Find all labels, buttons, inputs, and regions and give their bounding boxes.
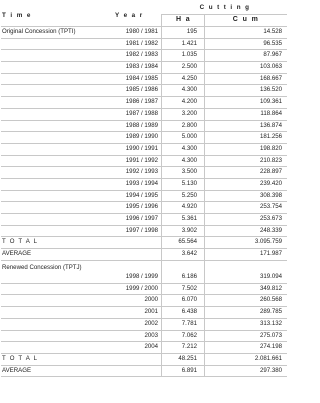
ha-cell: 3.500 — [181, 168, 197, 176]
table-row — [1, 50, 287, 62]
cum-cell: 210.823 — [259, 156, 282, 164]
cum-cell: 103.063 — [259, 63, 282, 71]
cutting-table — [1, 2, 287, 377]
total-label: T O T A L — [2, 354, 39, 362]
cum-cell: 308.398 — [259, 191, 282, 199]
ha-cell: 3.200 — [181, 109, 197, 117]
table-header-row-2 — [1, 14, 287, 27]
concession-label: Original Concession (TPTI) — [2, 28, 76, 35]
cum-cell: 349.812 — [259, 284, 282, 292]
section-renewed-concession — [1, 261, 287, 378]
cum-cell: 136.520 — [259, 86, 282, 94]
ha-cell: 5.250 — [181, 191, 197, 199]
ha-cell: 5.000 — [181, 133, 197, 141]
ha-cell: 4.300 — [181, 86, 197, 94]
ha-cell: 3.902 — [181, 226, 197, 234]
cum-cell: 168.667 — [259, 74, 282, 82]
year-cell: 1986 / 1987 — [125, 98, 158, 106]
table-row — [1, 342, 287, 354]
year-cell: 1997 / 1998 — [125, 226, 158, 234]
year-cell: 2003 — [144, 331, 158, 339]
year-cell: 2002 — [144, 319, 158, 327]
column-divider — [161, 14, 162, 26]
table-row — [1, 191, 287, 203]
total-row — [1, 237, 287, 249]
cum-cell: 118.864 — [260, 109, 282, 117]
year-cell: 1995 / 1996 — [125, 203, 158, 211]
table-row — [1, 121, 287, 133]
year-cell: 1999 / 2000 — [125, 284, 158, 292]
ha-cell: 6.438 — [181, 308, 197, 316]
year-cell: 2001 — [144, 308, 158, 316]
header-year: Y e a r — [115, 12, 144, 19]
year-cell: 1982 / 1983 — [125, 51, 158, 59]
year-cell: 2000 — [144, 296, 158, 304]
ha-cell: 4.300 — [181, 144, 197, 152]
ha-cell: 1.035 — [181, 51, 197, 59]
cum-cell: 253.754 — [259, 203, 282, 211]
cum-cell: 198.820 — [259, 144, 282, 152]
average-cum: 171.987 — [259, 250, 282, 258]
table-row — [1, 85, 287, 97]
table-row — [1, 319, 287, 331]
total-row — [1, 354, 287, 366]
cum-cell: 253.673 — [259, 215, 282, 222]
table-row — [1, 261, 287, 284]
ha-cell: 7.212 — [181, 343, 197, 351]
table-row — [1, 307, 287, 319]
table-row — [1, 295, 287, 307]
table-header-row-1 — [1, 2, 287, 19]
ha-cell: 6.070 — [181, 296, 197, 304]
year-cell: 1994 / 1995 — [125, 191, 158, 199]
table-row — [1, 179, 287, 191]
cum-cell: 239.420 — [259, 179, 282, 187]
cum-cell: 87.967 — [263, 51, 282, 59]
ha-cell: 7.062 — [181, 331, 197, 339]
year-cell: 1987 / 1988 — [125, 109, 158, 117]
year-cell: 1990 / 1991 — [125, 144, 158, 152]
cum-cell: 260.568 — [259, 296, 282, 304]
table-row — [1, 27, 287, 39]
total-label: T O T A L — [2, 238, 39, 246]
table-row — [1, 284, 287, 296]
average-label: AVERAGE — [2, 250, 32, 258]
year-cell: 1992 / 1993 — [125, 168, 158, 176]
total-cum: 3.095.759 — [254, 238, 282, 246]
year-cell: 1981 / 1982 — [125, 39, 158, 47]
ha-cell: 7.781 — [181, 319, 197, 327]
cum-cell: 96.535 — [263, 39, 282, 47]
cum-cell: 319.094 — [259, 272, 282, 280]
average-row — [1, 366, 287, 378]
table-row — [1, 97, 287, 109]
cum-cell: 109.361 — [259, 98, 282, 106]
average-cum: 297.380 — [259, 366, 282, 374]
table-row — [1, 74, 287, 86]
cum-cell: 313.132 — [259, 319, 282, 327]
table-row — [1, 226, 287, 238]
average-ha: 6.891 — [181, 366, 197, 374]
table-row — [1, 132, 287, 144]
year-cell: 1988 / 1989 — [125, 121, 158, 129]
ha-cell: 4.200 — [181, 98, 197, 106]
total-ha: 65.564 — [178, 238, 197, 246]
ha-cell: 5.361 — [181, 215, 197, 222]
cum-cell: 136.874 — [259, 121, 282, 129]
table-row — [1, 202, 287, 214]
section-original-concession — [1, 27, 287, 261]
ha-cell: 6.186 — [181, 272, 197, 280]
year-cell: 1985 / 1986 — [125, 86, 158, 94]
ha-cell: 4.920 — [181, 203, 197, 211]
year-cell: 1980 / 1981 — [125, 28, 158, 35]
year-cell: 1996 / 1997 — [125, 215, 158, 222]
table-row — [1, 167, 287, 179]
year-cell: 1998 / 1999 — [125, 272, 158, 280]
table-row — [1, 144, 287, 156]
ha-cell: 4.300 — [181, 156, 197, 164]
total-ha: 48.251 — [178, 354, 197, 362]
cum-cell: 181.256 — [259, 133, 282, 141]
year-cell: 1993 / 1994 — [125, 179, 158, 187]
year-cell: 2004 — [144, 343, 158, 351]
header-cum: C u m — [232, 16, 260, 23]
cum-cell: 289.785 — [259, 308, 282, 316]
year-cell: 1991 / 1992 — [125, 156, 158, 164]
cum-cell: 274.198 — [259, 343, 282, 351]
ha-cell: 7.502 — [181, 284, 197, 292]
ha-cell: 2.800 — [181, 121, 197, 129]
cum-cell: 14.528 — [263, 28, 282, 35]
average-ha: 3.642 — [181, 250, 197, 258]
ha-cell: 1.421 — [181, 39, 197, 47]
ha-cell: 4.250 — [181, 74, 197, 82]
table-row — [1, 39, 287, 51]
table-row — [1, 156, 287, 168]
year-cell: 1983 / 1984 — [125, 63, 158, 71]
concession-label: Renewed Concession (TPTJ) — [2, 263, 82, 271]
table-row — [1, 214, 287, 226]
cum-cell: 248.339 — [259, 226, 282, 234]
year-cell: 1989 / 1990 — [125, 133, 158, 141]
ha-cell: 5.130 — [181, 179, 197, 187]
average-label: AVERAGE — [2, 366, 32, 374]
total-cum: 2.081.661 — [254, 354, 282, 362]
year-cell: 1984 / 1985 — [125, 74, 158, 82]
header-ha: H a — [175, 16, 192, 23]
cum-cell: 228.897 — [259, 168, 282, 176]
table-row — [1, 109, 287, 121]
table-row — [1, 331, 287, 343]
table-row — [1, 62, 287, 74]
header-cutting: C u t t i n g — [199, 4, 251, 11]
cum-cell: 275.073 — [259, 331, 282, 339]
average-row — [1, 249, 287, 261]
ha-cell: 195 — [186, 28, 197, 35]
header-time: T i m e — [2, 12, 32, 19]
ha-cell: 2.500 — [181, 63, 197, 71]
